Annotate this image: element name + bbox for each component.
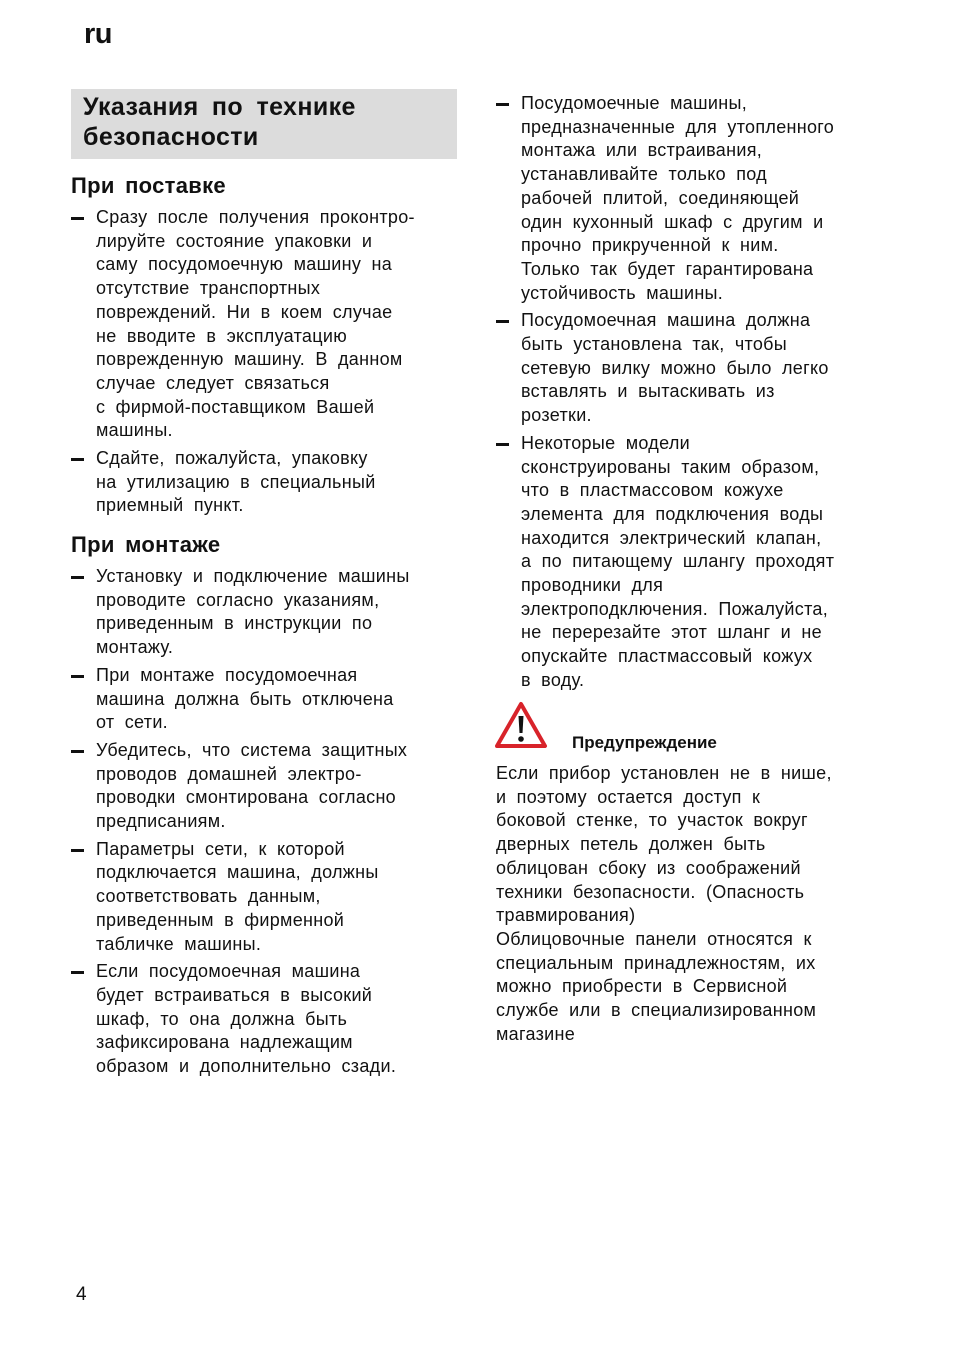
text-line: Параметры сети, к которой [96, 838, 345, 859]
text-line: на утилизацию в специальный [96, 471, 376, 492]
delivery-list [71, 206, 415, 522]
text-line: проводите согласно указаниям, [96, 589, 380, 610]
text-line: не перерезайте этот шланг и не [521, 622, 822, 643]
heading-delivery: При поставке [71, 173, 226, 198]
text-line: электроподключения. Пожалуйста, [521, 598, 829, 619]
list-item [496, 432, 834, 693]
dash-bullet-icon [496, 443, 509, 446]
dash-bullet-icon [71, 849, 84, 852]
warning-title: Предупреждение [572, 733, 717, 752]
dash-bullet-icon [71, 971, 84, 974]
dash-bullet-icon [71, 750, 84, 753]
text-line: проводки смонтирована согласно [96, 787, 396, 808]
text-line: рабочей плитой, соединяющей [521, 187, 800, 208]
text-line: Некоторые модели [521, 432, 690, 453]
text-line: а по питающему шлангу проходят [521, 551, 835, 572]
text-line: машина должна быть отключена [96, 688, 394, 709]
text-line: саму посудомоечную машину на [96, 254, 393, 275]
text-line: приведенным в инструкции по [96, 613, 373, 634]
text-line: специальным принадлежностям, их [496, 952, 816, 973]
text-line: машины. [96, 420, 173, 441]
text-line: При монтаже посудомоечная [96, 664, 358, 685]
text-line: монтажа или встраивания, [521, 140, 763, 161]
install-list [71, 565, 410, 1083]
text-line: боковой стенке, то участок вокруг [496, 810, 808, 831]
dash-bullet-icon [71, 675, 84, 678]
text-line: розетки. [521, 405, 592, 426]
text-line: облицован сбоку из соображений [496, 857, 801, 878]
page-number: 4 [76, 1284, 87, 1305]
text-line: устанавливайте только под [521, 164, 767, 185]
text-line: Установку и подключение машины [96, 566, 410, 586]
heading-install: При монтаже [71, 532, 221, 557]
text-line: Убедитесь, что система защитных [96, 739, 408, 760]
text-line: прочно прикрученной к ним. [521, 235, 779, 256]
text-line: Облицовочные панели относятся к [496, 928, 812, 949]
list-item [71, 739, 410, 834]
text-line: находится электрический клапан, [521, 527, 822, 548]
text-line: будет встраиваться в высокий [96, 984, 373, 1005]
dash-bullet-icon [496, 320, 509, 323]
text-line: вставлять и вытаскивать из [521, 381, 775, 402]
text-line: предназначенные для утопленного [521, 116, 835, 137]
text-line: Сразу после получения проконтро- [96, 207, 415, 227]
text-line: соответствовать данным, [96, 886, 321, 907]
list-item [71, 565, 410, 660]
list-item [496, 309, 834, 428]
text-line: сконструированы таким образом, [521, 456, 820, 477]
language-code: ru [84, 18, 112, 50]
text-line: службе или в специализированном [496, 1000, 817, 1021]
text-line: травмирования) [496, 905, 636, 926]
text-line: зафиксирована надлежащим [96, 1032, 353, 1053]
text-line: с фирмой-поставщиком Вашей [96, 396, 375, 417]
text-line: Если посудомоечная машина [96, 961, 361, 982]
warning-triangle-icon [494, 701, 548, 749]
text-line: устойчивость машины. [521, 282, 724, 303]
list-item [71, 960, 410, 1079]
text-line: элемента для подключения воды [521, 503, 824, 524]
text-line: быть установлена так, чтобы [521, 334, 787, 355]
text-line: табличке машины. [96, 933, 262, 954]
text-line: сетевую вилку можно было легко [521, 357, 829, 378]
text-line: Только так будет гарантирована [521, 258, 814, 279]
title-line: безопасности [83, 123, 259, 151]
text-line: монтажу. [96, 637, 174, 658]
text-line: магазине [496, 1023, 576, 1044]
text-line: поврежденную машину. В данном [96, 349, 403, 370]
text-line: Если прибор установлен не в нише, [496, 763, 832, 783]
text-line: один кухонный шкаф с другим и [521, 211, 824, 232]
text-line: подключается машина, должны [96, 862, 379, 883]
text-line: лируйте состояние упаковки и [96, 230, 373, 251]
dash-bullet-icon [71, 458, 84, 461]
dash-bullet-icon [496, 103, 509, 106]
warning-text [496, 762, 832, 1046]
text-line: не вводите в эксплуатацию [96, 325, 348, 346]
dash-bullet-icon [71, 217, 84, 220]
text-line: повреждений. Ни в коем случае [96, 301, 393, 322]
text-line: техники безопасности. (Опасность [496, 881, 805, 902]
text-line: Посудомоечные машины, [521, 93, 747, 113]
text-line: шкаф, то она должна быть [96, 1008, 348, 1029]
text-line: дверных петель должен быть [496, 834, 766, 855]
text-line: предписаниям. [96, 811, 226, 832]
text-line: от сети. [96, 712, 168, 733]
text-line: проводники для [521, 575, 664, 596]
list-item [496, 92, 834, 305]
list-item [71, 664, 410, 735]
list-item [71, 838, 410, 957]
right-column-list [496, 92, 834, 697]
list-item [71, 447, 415, 518]
title-line: Указания по технике [83, 93, 356, 121]
text-line: образом и дополнительно сзади. [96, 1056, 397, 1077]
dash-bullet-icon [71, 576, 84, 579]
text-line: Посудомоечная машина должна [521, 310, 811, 331]
text-line: в воду. [521, 669, 585, 690]
list-item [71, 206, 415, 443]
text-line: Сдайте, пожалуйста, упаковку [96, 448, 368, 469]
text-line: приемный пункт. [96, 495, 244, 516]
text-line: и поэтому остается доступ к [496, 786, 761, 807]
text-line: приведенным в фирменной [96, 909, 345, 930]
section-title-box [71, 89, 457, 159]
text-line: можно приобрести в Сервисной [496, 976, 788, 997]
text-line: проводов домашней электро- [96, 763, 362, 784]
text-line: опускайте пластмассовый кожух [521, 646, 813, 667]
text-line: случае следует связаться [96, 372, 330, 393]
text-line: что в пластмассовом кожухе [521, 480, 784, 501]
text-line: отсутствие транспортных [96, 278, 321, 299]
